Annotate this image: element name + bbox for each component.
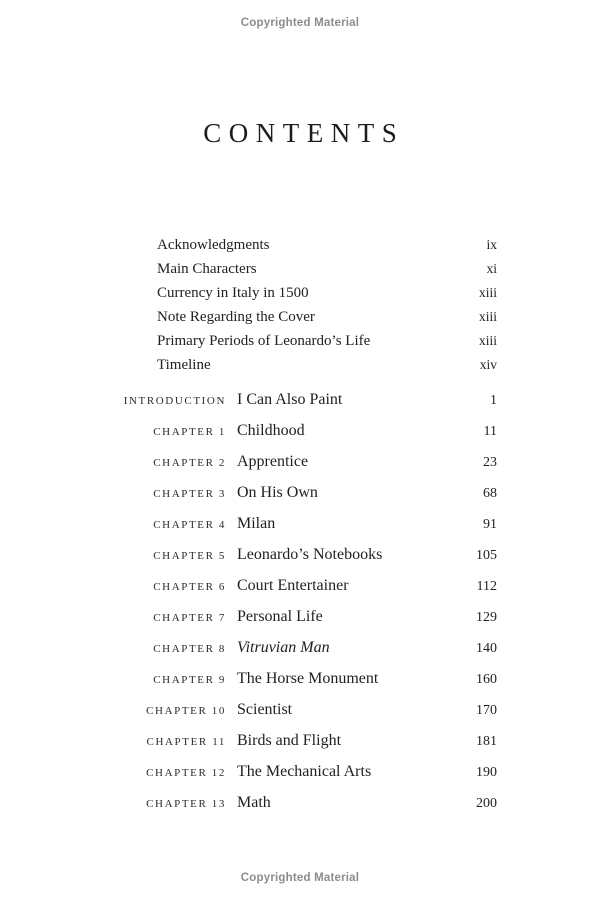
- chapter-page-number: 200: [476, 796, 497, 811]
- front-matter-row: [103, 353, 497, 377]
- chapter-title: I Can Also Paint: [237, 391, 343, 408]
- chapter-list: [103, 385, 497, 819]
- chapter-title: Court Entertainer: [237, 577, 349, 594]
- entry-title: Primary Periods of Leonardo’s Life: [157, 333, 371, 349]
- entry-title: Note Regarding the Cover: [157, 309, 315, 325]
- front-matter-row: [103, 233, 497, 257]
- front-matter-list: [103, 233, 497, 377]
- chapter-title: The Mechanical Arts: [237, 763, 372, 780]
- chapter-label: CHAPTER 3: [153, 488, 226, 500]
- chapter-label: CHAPTER 5: [153, 550, 226, 562]
- front-matter-row: [103, 281, 497, 305]
- chapter-label: CHAPTER 4: [153, 519, 226, 531]
- chapter-row: [103, 478, 497, 509]
- chapter-title: Birds and Flight: [237, 732, 342, 749]
- chapter-title: Personal Life: [237, 608, 323, 625]
- chapter-label: CHAPTER 13: [146, 798, 226, 810]
- chapter-title: Math: [237, 794, 271, 811]
- chapter-page-number: 140: [476, 641, 497, 656]
- chapter-title: Milan: [237, 515, 276, 532]
- chapter-page-number: 129: [476, 610, 497, 625]
- chapter-label: CHAPTER 7: [153, 612, 226, 624]
- chapter-page-number: 160: [476, 672, 497, 687]
- chapter-row: [103, 788, 497, 819]
- entry-page-number: xiii: [478, 309, 497, 324]
- chapter-title: The Horse Monument: [237, 670, 379, 687]
- entry-title: Timeline: [157, 357, 211, 373]
- chapter-page-number: 91: [483, 517, 497, 532]
- chapter-page-number: 112: [476, 579, 497, 594]
- entry-page-number: xiv: [479, 357, 497, 372]
- chapter-label: CHAPTER 6: [153, 581, 226, 593]
- entry-title: Acknowledgments: [157, 237, 270, 253]
- chapter-row: [103, 540, 497, 571]
- chapter-row: [103, 602, 497, 633]
- entry-page-number: xiii: [478, 333, 497, 348]
- page-title: CONTENTS: [203, 118, 405, 148]
- chapter-title: Childhood: [237, 422, 305, 439]
- chapter-title: On His Own: [237, 484, 318, 501]
- front-matter-row: [103, 329, 497, 353]
- chapter-title: Leonardo’s Notebooks: [237, 546, 383, 563]
- chapter-label: CHAPTER 1: [153, 426, 226, 438]
- chapter-label: CHAPTER 12: [146, 767, 226, 779]
- chapter-row: [103, 633, 497, 664]
- chapter-label: CHAPTER 10: [146, 705, 226, 717]
- chapter-row: [103, 385, 497, 416]
- chapter-label: CHAPTER 9: [153, 674, 226, 686]
- copyright-watermark-bottom: Copyrighted Material: [240, 872, 360, 884]
- chapter-title: Vitruvian Man: [237, 639, 330, 656]
- chapter-page-number: 11: [483, 424, 497, 439]
- entry-page-number: xiii: [478, 285, 497, 300]
- chapter-row: [103, 447, 497, 478]
- copyright-watermark-top: Copyrighted Material: [240, 17, 360, 29]
- entry-page-number: ix: [486, 237, 497, 252]
- front-matter-row: [103, 305, 497, 329]
- chapter-page-number: 170: [476, 703, 497, 718]
- chapter-label: CHAPTER 11: [146, 736, 226, 748]
- chapter-row: [103, 757, 497, 788]
- entry-title: Currency in Italy in 1500: [157, 285, 309, 301]
- chapter-row: [103, 571, 497, 602]
- chapter-title: Apprentice: [237, 453, 309, 470]
- chapter-page-number: 23: [483, 455, 497, 470]
- chapter-row: [103, 509, 497, 540]
- chapter-page-number: 1: [490, 393, 497, 408]
- chapter-page-number: 190: [476, 765, 497, 780]
- chapter-label: INTRODUCTION: [123, 395, 226, 407]
- chapter-row: [103, 726, 497, 757]
- chapter-page-number: 68: [483, 486, 497, 501]
- chapter-title: Scientist: [237, 701, 293, 718]
- chapter-row: [103, 664, 497, 695]
- chapter-page-number: 181: [476, 734, 497, 749]
- front-matter-row: [103, 257, 497, 281]
- chapter-row: [103, 695, 497, 726]
- chapter-label: CHAPTER 8: [153, 643, 226, 655]
- chapter-label: CHAPTER 2: [153, 457, 226, 469]
- entry-title: Main Characters: [157, 261, 257, 277]
- chapter-page-number: 105: [476, 548, 497, 563]
- entry-page-number: xi: [486, 261, 497, 276]
- chapter-row: [103, 416, 497, 447]
